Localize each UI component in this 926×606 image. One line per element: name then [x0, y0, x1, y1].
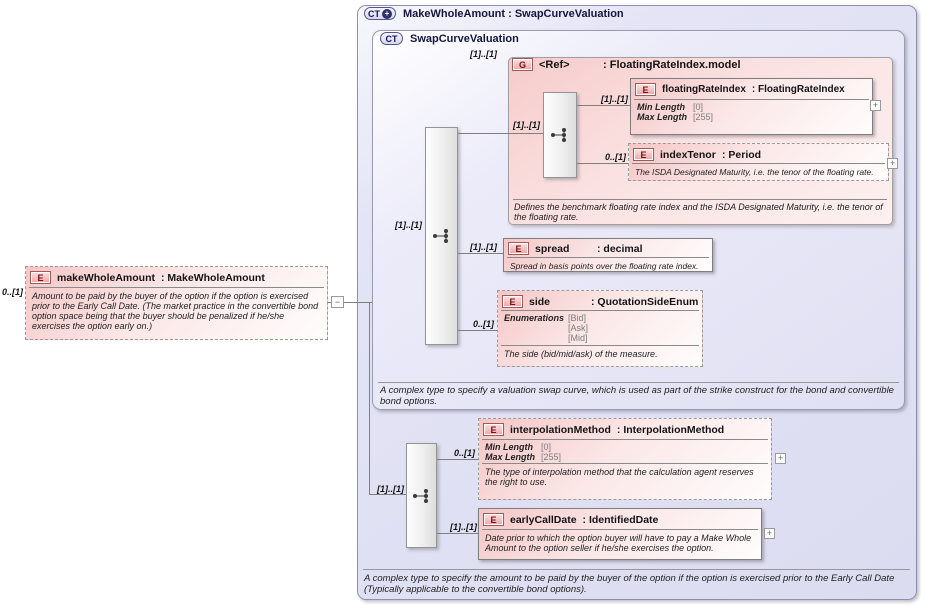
element-badge: E [483, 423, 504, 436]
connector-line [577, 105, 630, 106]
element-annotation: Date prior to which the option buyer will have to pay a Make Whole Amount to the option seller if he/she exercises the option. [485, 533, 752, 553]
element-type: : MakeWholeAmount [161, 271, 265, 284]
cardinality-sequence-group-inner: [1]..[1] [513, 120, 540, 130]
group-annotation: Defines the benchmark floating rate index and the ISDA Designated Maturity, i.e. the tenor of the floating rate. [514, 202, 883, 222]
element-annotation: The side (bid/mid/ask) of the measure. [504, 349, 658, 359]
element-interpolationmethod[interactable] [478, 418, 772, 500]
element-name: indexTenor [660, 148, 716, 161]
sequence-icon [412, 488, 432, 504]
element-badge: E [30, 271, 51, 284]
element-badge: E [633, 148, 654, 161]
basetype-title-row [380, 32, 519, 45]
basetype-title: SwapCurveValuation [410, 32, 519, 45]
enum-value: [Bid] [568, 313, 587, 323]
sequence-main[interactable] [425, 127, 458, 345]
expand-icon[interactable]: + [887, 158, 898, 169]
connector-line [437, 533, 478, 534]
enumerations-label: Enumerations [504, 313, 565, 323]
element-makewholeamount[interactable] [25, 266, 328, 340]
element-badge: E [502, 295, 523, 308]
derived-type-plus-icon: + [382, 9, 392, 19]
element-type: : decimal [597, 242, 643, 255]
element-name: interpolationMethod [510, 423, 611, 436]
connector-line [458, 253, 503, 254]
element-badge: E [635, 83, 656, 96]
element-spread[interactable] [503, 238, 713, 272]
cardinality-side: 0..[1] [472, 319, 494, 329]
element-name: floatingRateIndex [662, 84, 746, 95]
cardinality-spread: [1]..[1] [470, 242, 497, 252]
complextype-badge [364, 7, 396, 20]
element-name: side [529, 295, 551, 308]
cardinality-group: [1]..[1] [470, 49, 497, 59]
expand-icon[interactable]: + [775, 453, 786, 464]
element-annotation: Spread in basis points over the floating rate index. [510, 261, 699, 271]
enum-value: [Mid] [568, 333, 588, 343]
group-badge: G [512, 58, 533, 71]
element-name: earlyCallDate [510, 513, 577, 526]
element-name: makeWholeAmount [57, 271, 156, 284]
element-badge: E [508, 242, 529, 255]
sequence-icon [432, 228, 452, 244]
outer-footnote-separator [363, 569, 910, 570]
facet-value: [0] [541, 442, 552, 452]
element-type: : InterpolationMethod [616, 423, 725, 436]
element-earlycalldate[interactable] [478, 508, 762, 560]
cardinality-interpolationmethod: 0..[1] [453, 448, 475, 458]
group-header [512, 58, 741, 71]
facet-value: [255] [541, 452, 562, 462]
cardinality-earlycalldate: [1]..[1] [450, 522, 477, 532]
element-type: : IdentifiedDate [582, 513, 659, 526]
cardinality-makewholeamount: 0..[1] [2, 287, 24, 297]
facet-label: Max Length [637, 112, 688, 122]
outer-footnote: A complex type to specify the amount to be paid by the buyer of the option if the option is exercised prior to the Early Call Date (Typically applicable to the convertible bond options). [364, 573, 895, 595]
element-badge: E [483, 513, 504, 526]
sequence-group-inner[interactable] [543, 92, 577, 178]
cardinality-sequence-main: [1]..[1] [395, 220, 422, 230]
facet-value: [255] [693, 112, 714, 122]
facet-label: Min Length [485, 442, 533, 452]
enum-value: [Ask] [568, 323, 589, 333]
group-annotation-separator [513, 199, 887, 200]
element-annotation: Amount to be paid by the buyer of the option if the option is exercised prior to the Early Call Date. (The market practice in the convertible bond option space being that the buyer should be penalized if he/she exercises the option early on.) [32, 291, 319, 331]
element-annotation: The ISDA Designated Maturity, i.e. the tenor of the floating rate. [635, 167, 874, 177]
complextype-title-row [364, 7, 624, 20]
element-type: : FloatingRateIndex [751, 84, 845, 95]
basetype-badge-label: CT [385, 33, 398, 44]
element-indextenor[interactable] [628, 143, 889, 181]
cardinality-sequence-extension: [1]..[1] [377, 484, 404, 494]
complextype-title: MakeWholeAmount : SwapCurveValuation [403, 7, 624, 20]
basetype-footnote-separator [378, 382, 899, 383]
basetype-badge [380, 32, 403, 45]
group-type: : FloatingRateIndex.model [603, 58, 741, 71]
element-name: spread [535, 242, 570, 255]
facet-value: [0] [693, 102, 704, 112]
basetype-footnote: A complex type to specify a valuation swap curve, which is used as part of the strike construct for the bond and convertible bond options. [380, 385, 894, 407]
expand-icon[interactable]: + [870, 100, 881, 111]
complextype-badge-label: CT [368, 8, 380, 19]
element-type: : QuotationSideEnum [591, 295, 699, 308]
connector-line [458, 133, 543, 134]
connector-line [369, 494, 406, 495]
cardinality-floatingrateindex: [1]..[1] [601, 94, 628, 104]
connector-line [369, 302, 370, 495]
group-name: <Ref> [539, 58, 570, 71]
element-type: : Period [722, 148, 762, 161]
sequence-icon [550, 127, 570, 143]
collapse-icon[interactable]: − [331, 296, 344, 308]
element-side[interactable] [497, 290, 703, 367]
expand-icon[interactable]: + [764, 528, 775, 539]
facet-label: Max Length [485, 452, 536, 462]
connector-line [577, 163, 628, 164]
element-annotation: The type of interpolation method that the calculation agent reserves the right to use. [485, 467, 754, 487]
cardinality-indextenor: 0..[1] [604, 152, 626, 162]
element-floatingrateindex[interactable] [630, 78, 873, 135]
connector-line [437, 459, 478, 460]
sequence-extension[interactable] [406, 443, 437, 548]
connector-line [458, 330, 497, 331]
facet-label: Min Length [637, 102, 685, 112]
